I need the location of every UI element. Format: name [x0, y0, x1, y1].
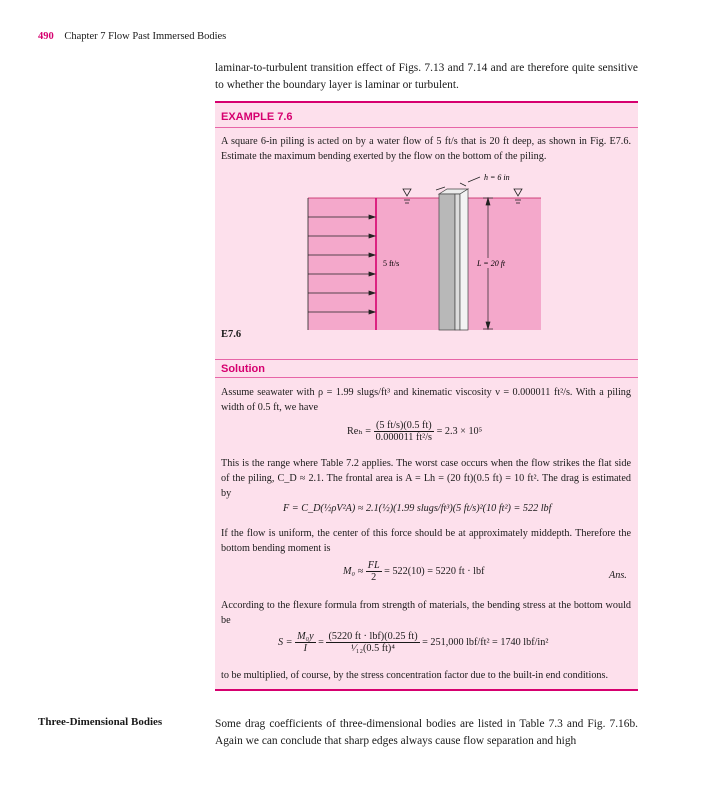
equation-drag: F = C_D(½ρV²A) ≈ 2.1(½)(1.99 slugs/ft³)(5 ft/s)²(10 ft²) = 522 lbf [283, 503, 552, 514]
solution-divider-top [215, 359, 638, 360]
stress-numerator-2: (5220 ft · lbf)(0.25 ft) [328, 631, 418, 642]
example-divider [215, 127, 638, 128]
re-fraction [374, 420, 434, 443]
water-region [308, 198, 541, 330]
solution-paragraph-3: If the flow is uniform, the center of this force should be at approximately middepth. Therefore the bottom bending moment is [221, 528, 631, 554]
width-dimension [436, 177, 480, 190]
piling-back-face [460, 189, 468, 330]
length-label: L = 20 ft [477, 259, 506, 268]
moment-fraction [366, 560, 382, 583]
piling-side-face [455, 194, 460, 330]
moment-numerator: FL [367, 560, 380, 571]
solution-paragraph-2: This is the range where Table 7.2 applies. The worst case occurs when the flow strikes the flat side of the piling, C_D ≈ 2.1. The frontal area is A = Lh = (20 ft)(0.5 ft) = 10 ft². The drag is estimated by [221, 458, 631, 499]
stress-rhs: = 251,000 lbf/ft² = 1740 lbf/in² [422, 636, 549, 648]
equation-reynolds [347, 420, 482, 443]
section-paragraph: Some drag coefficients of three-dimensional bodies are listed in Table 7.3 and Fig. 7.16b. Again we can conclude that sharp edges always cause flow separation and high [215, 718, 638, 747]
solution-paragraph-5: to be multiplied, of course, by the stress concentration factor due to the built-in end conditions. [221, 670, 609, 681]
figure-label: E7.6 [221, 329, 242, 340]
stress-denominator-2: ¹⁄₁₂(0.5 ft)⁴ [351, 643, 395, 654]
equation-moment [343, 560, 485, 583]
re-lhs: Reₕ = [347, 425, 372, 437]
re-rhs: = 2.3 × 10⁵ [436, 425, 483, 437]
width-label: h = 6 in [484, 173, 510, 182]
page-number: 490 [38, 31, 54, 42]
stress-numerator-1: M₀y [297, 631, 314, 642]
velocity-label: 5 ft/s [383, 259, 400, 268]
re-numerator: (5 ft/s)(0.5 ft) [374, 420, 434, 432]
intro-paragraph: laminar-to-turbulent transition effect of Figs. 7.13 and 7.14 and are therefore quite sensitive to whether the boundary layer is laminar or turbulent. [215, 62, 638, 91]
answer-tag: Ans. [609, 570, 627, 581]
stress-fraction-1 [295, 631, 316, 654]
running-header [38, 31, 226, 42]
section-title: Three-Dimensional Bodies [38, 716, 163, 728]
chapter-title: Chapter 7 Flow Past Immersed Bodies [64, 31, 227, 42]
stress-lhs: S = [278, 636, 293, 648]
moment-denominator: 2 [371, 572, 377, 583]
example-problem: A square 6-in piling is acted on by a water flow of 5 ft/s that is 20 ft deep, as shown in Fig. E7.6. Estimate the maximum bending exerted by the flow on the bottom of the piling. [221, 136, 631, 162]
re-denominator: 0.000011 ft²/s [375, 432, 433, 443]
solution-paragraph-4: According to the flexure formula from strength of materials, the bending stress at the bottom would be [221, 600, 631, 626]
moment-rhs: = 522(10) = 5220 ft · lbf [384, 565, 485, 577]
stress-denominator-1: I [303, 643, 308, 654]
stress-fraction-2 [326, 631, 419, 654]
moment-lhs: M₀ ≈ [343, 565, 364, 577]
figure-e7-6 [300, 170, 550, 335]
piling-front-face [439, 194, 455, 330]
solution-title: Solution [221, 363, 265, 375]
solution-paragraph-1: Assume seawater with ρ = 1.99 slugs/ft³ and kinematic viscosity ν = 0.000011 ft²/s. With a piling width of 0.5 ft, we have [221, 387, 631, 413]
stress-equals: = [318, 636, 324, 648]
equation-stress [278, 631, 548, 654]
solution-divider-bottom [215, 377, 638, 378]
example-title: EXAMPLE 7.6 [221, 111, 293, 123]
